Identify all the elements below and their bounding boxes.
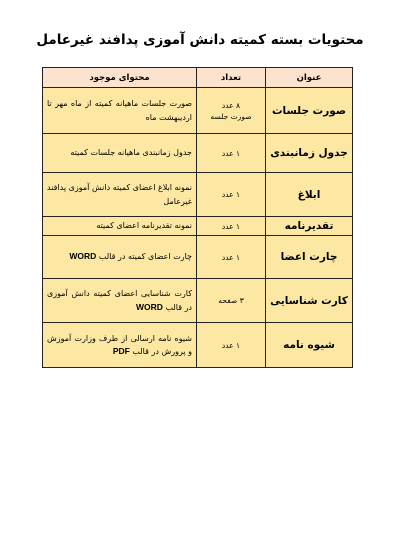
row-count: ۱ عدد xyxy=(197,217,266,236)
header-title: عنوان xyxy=(266,68,353,88)
table-row xyxy=(43,279,353,323)
row-desc: جدول زمانبندی ماهیانه جلسات کمیته xyxy=(43,134,197,173)
format-label: WORD xyxy=(136,301,163,312)
row-desc xyxy=(43,279,197,323)
row-desc-text: کارت شناسایی اعضای کمیته دانش آموزی در قالب xyxy=(47,289,192,312)
table-header-row xyxy=(43,68,353,88)
row-title: صورت جلسات xyxy=(266,88,353,134)
row-title: ابلاغ xyxy=(266,173,353,217)
table-row xyxy=(43,88,353,134)
table-row xyxy=(43,173,353,217)
row-count: ۳ صفحه xyxy=(197,279,266,323)
row-count: ۱ عدد xyxy=(197,173,266,217)
header-desc: محتوای موجود xyxy=(43,68,197,88)
row-desc: صورت جلسات ماهیانه کمیته از ماه مهر تا اردیبهشت ماه xyxy=(43,88,197,134)
row-desc: نمونه ابلاغ اعضای کمیته دانش آموزی پدافند غیرعامل xyxy=(43,173,197,217)
row-title: چارت اعضا xyxy=(266,236,353,279)
row-count: ۱ عدد xyxy=(197,236,266,279)
row-count xyxy=(197,88,266,134)
table-row xyxy=(43,323,353,368)
contents-table xyxy=(42,67,353,368)
row-count-value: ۸ عدد xyxy=(221,100,241,110)
table-row xyxy=(43,236,353,279)
header-count: تعداد xyxy=(197,68,266,88)
row-desc-text: شیوه نامه ارسالی از طرف وزارت آموزش و پرورش در قالب xyxy=(47,333,192,356)
row-title: شیوه نامه xyxy=(266,323,353,368)
row-desc xyxy=(43,236,197,279)
row-desc-text: چارت اعضای کمیته در قالب xyxy=(98,252,192,262)
row-title: کارت شناسایی xyxy=(266,279,353,323)
table-row xyxy=(43,134,353,173)
table-row xyxy=(43,217,353,236)
row-title: تقدیرنامه xyxy=(266,217,353,236)
row-count: ۱ عدد xyxy=(197,323,266,368)
format-label: WORD xyxy=(69,251,97,262)
row-title: جدول زمانبندی xyxy=(266,134,353,173)
row-count-unit: صورت جلسه xyxy=(210,111,252,121)
row-count: ۱ عدد xyxy=(197,134,266,173)
page-title: محتویات بسته کمیته دانش آموزی پدافند غیرعامل xyxy=(36,32,364,48)
format-label: PDF xyxy=(112,346,130,356)
row-desc xyxy=(43,323,197,368)
row-desc: نمونه تقدیرنامه اعضای کمیته xyxy=(43,217,197,236)
